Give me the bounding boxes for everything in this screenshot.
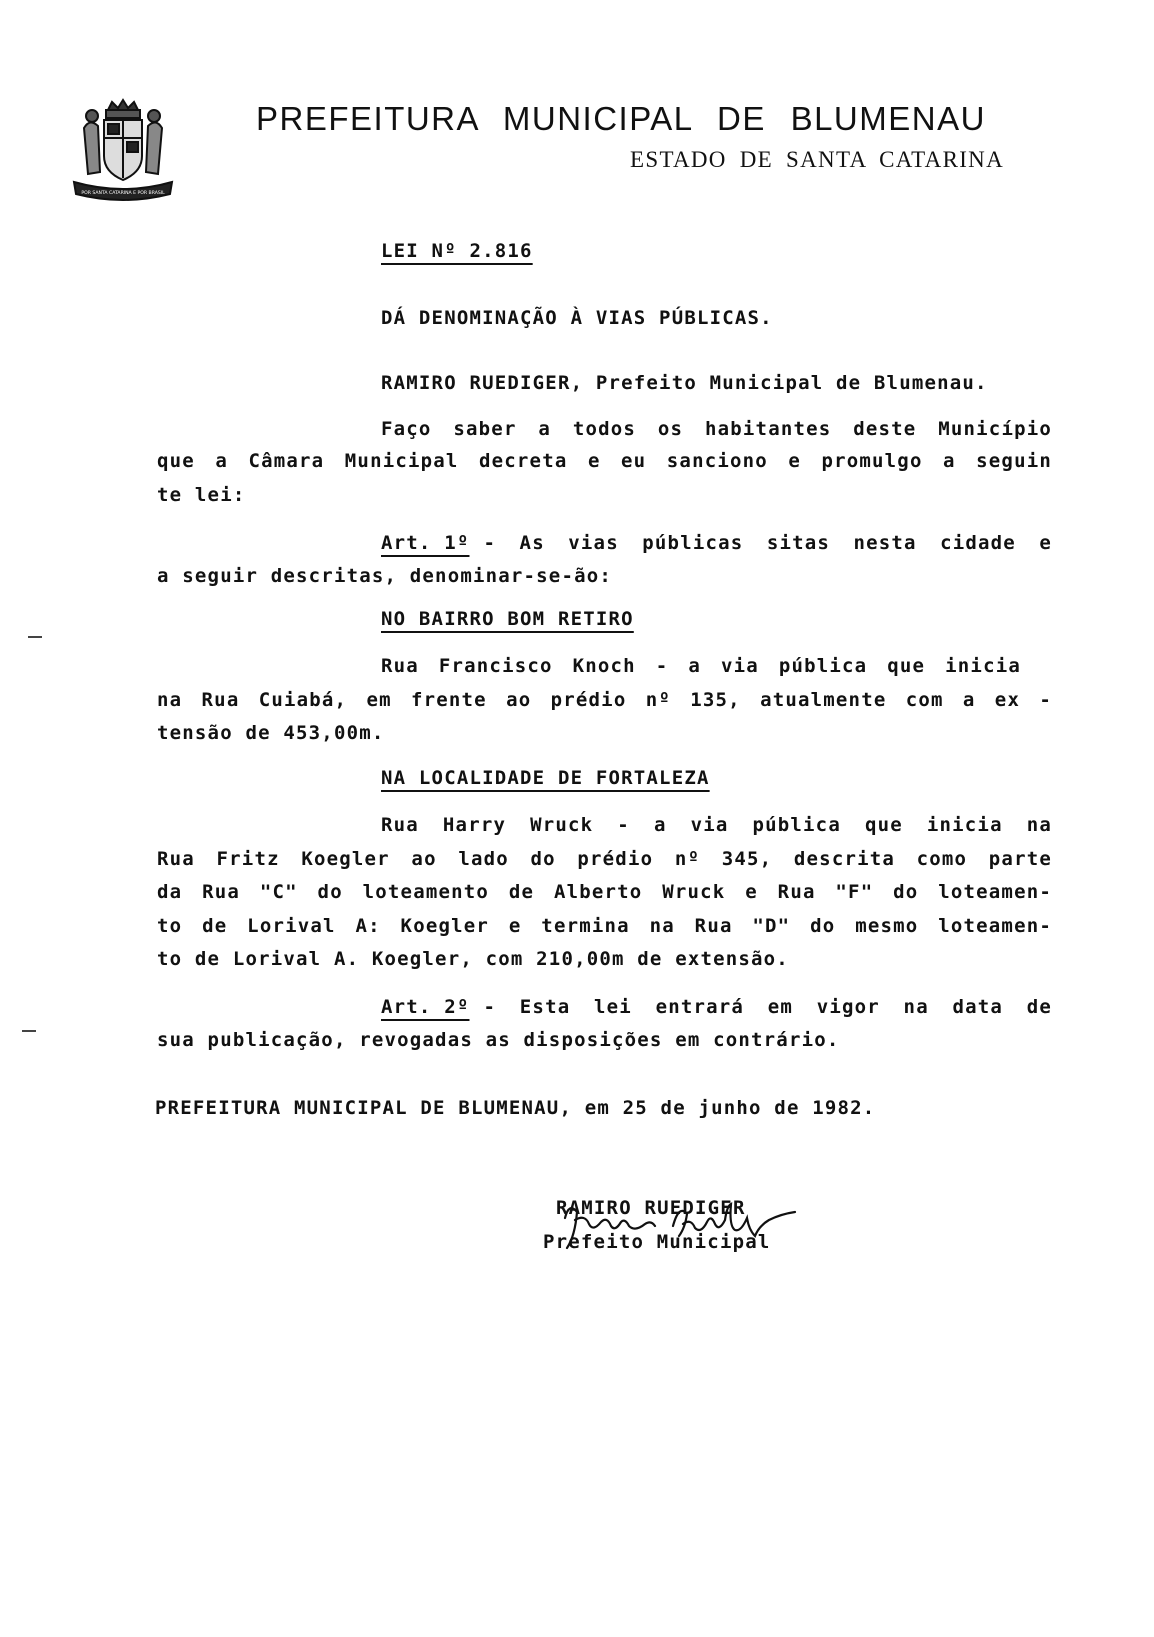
section-1-line: tensão de 453,00m. — [157, 722, 385, 744]
law-intro: RAMIRO RUEDIGER, Prefeito Municipal de Blumenau. — [381, 372, 988, 394]
scan-mark — [28, 636, 42, 638]
page-subtitle: ESTADO DE SANTA CATARINA — [630, 147, 1004, 172]
section-2-line: to de Lorival A: Koegler e termina na Rua "D" do mesmo loteamen- — [157, 915, 1052, 937]
article-1-line — [381, 532, 1052, 554]
preamble-line: que a Câmara Municipal decreta e eu sanciono e promulgo a seguin — [157, 450, 1052, 472]
signer-name: RAMIRO RUEDIGER — [556, 1197, 746, 1219]
scan-mark — [22, 1030, 36, 1032]
municipal-coat-of-arms-icon — [70, 98, 176, 204]
crest-ribbon-text: POR SANTA CATARINA E POR BRASIL — [81, 191, 165, 196]
preamble-line: te lei: — [157, 484, 246, 506]
signer-title: Prefeito Municipal — [543, 1231, 771, 1253]
article-1-line: a seguir descritas, denominar-se-ão: — [157, 565, 613, 587]
closing-line: PREFEITURA MUNICIPAL DE BLUMENAU, em 25 de junho de 1982. — [155, 1097, 876, 1119]
article-1-label: Art. 1º — [381, 532, 470, 554]
section-heading: NO BAIRRO BOM RETIRO — [381, 608, 634, 630]
article-2-text: - Esta lei entrará em vigor na data de — [483, 996, 1052, 1018]
article-1-text: - As vias públicas sitas nesta cidade e — [483, 532, 1052, 554]
law-number: LEI Nº 2.816 — [381, 240, 533, 262]
section-2-line: to de Lorival A. Koegler, com 210,00m de extensão. — [157, 948, 789, 970]
section-2-line: da Rua "C" do loteamento de Alberto Wruck e Rua "F" do loteamen- — [157, 881, 1052, 903]
article-2-label: Art. 2º — [381, 996, 470, 1018]
article-2-line — [381, 996, 1052, 1018]
article-2-line: sua publicação, revogadas as disposições em contrário. — [157, 1029, 840, 1051]
section-1-line: Rua Francisco Knoch - a via pública que inicia — [381, 655, 1021, 677]
section-heading: NA LOCALIDADE DE FORTALEZA — [381, 767, 710, 789]
preamble-line: Faço saber a todos os habitantes deste Município — [381, 418, 1052, 440]
section-2-line: Rua Fritz Koegler ao lado do prédio nº 345, descrita como parte — [157, 848, 1052, 870]
page-title: PREFEITURA MUNICIPAL DE BLUMENAU — [256, 100, 986, 137]
section-2-line: Rua Harry Wruck - a via pública que inicia na — [381, 814, 1052, 836]
section-1-line: na Rua Cuiabá, em frente ao prédio nº 135, atualmente com a ex - — [157, 689, 1052, 711]
law-ementa: DÁ DENOMINAÇÃO À VIAS PÚBLICAS. — [381, 307, 773, 329]
